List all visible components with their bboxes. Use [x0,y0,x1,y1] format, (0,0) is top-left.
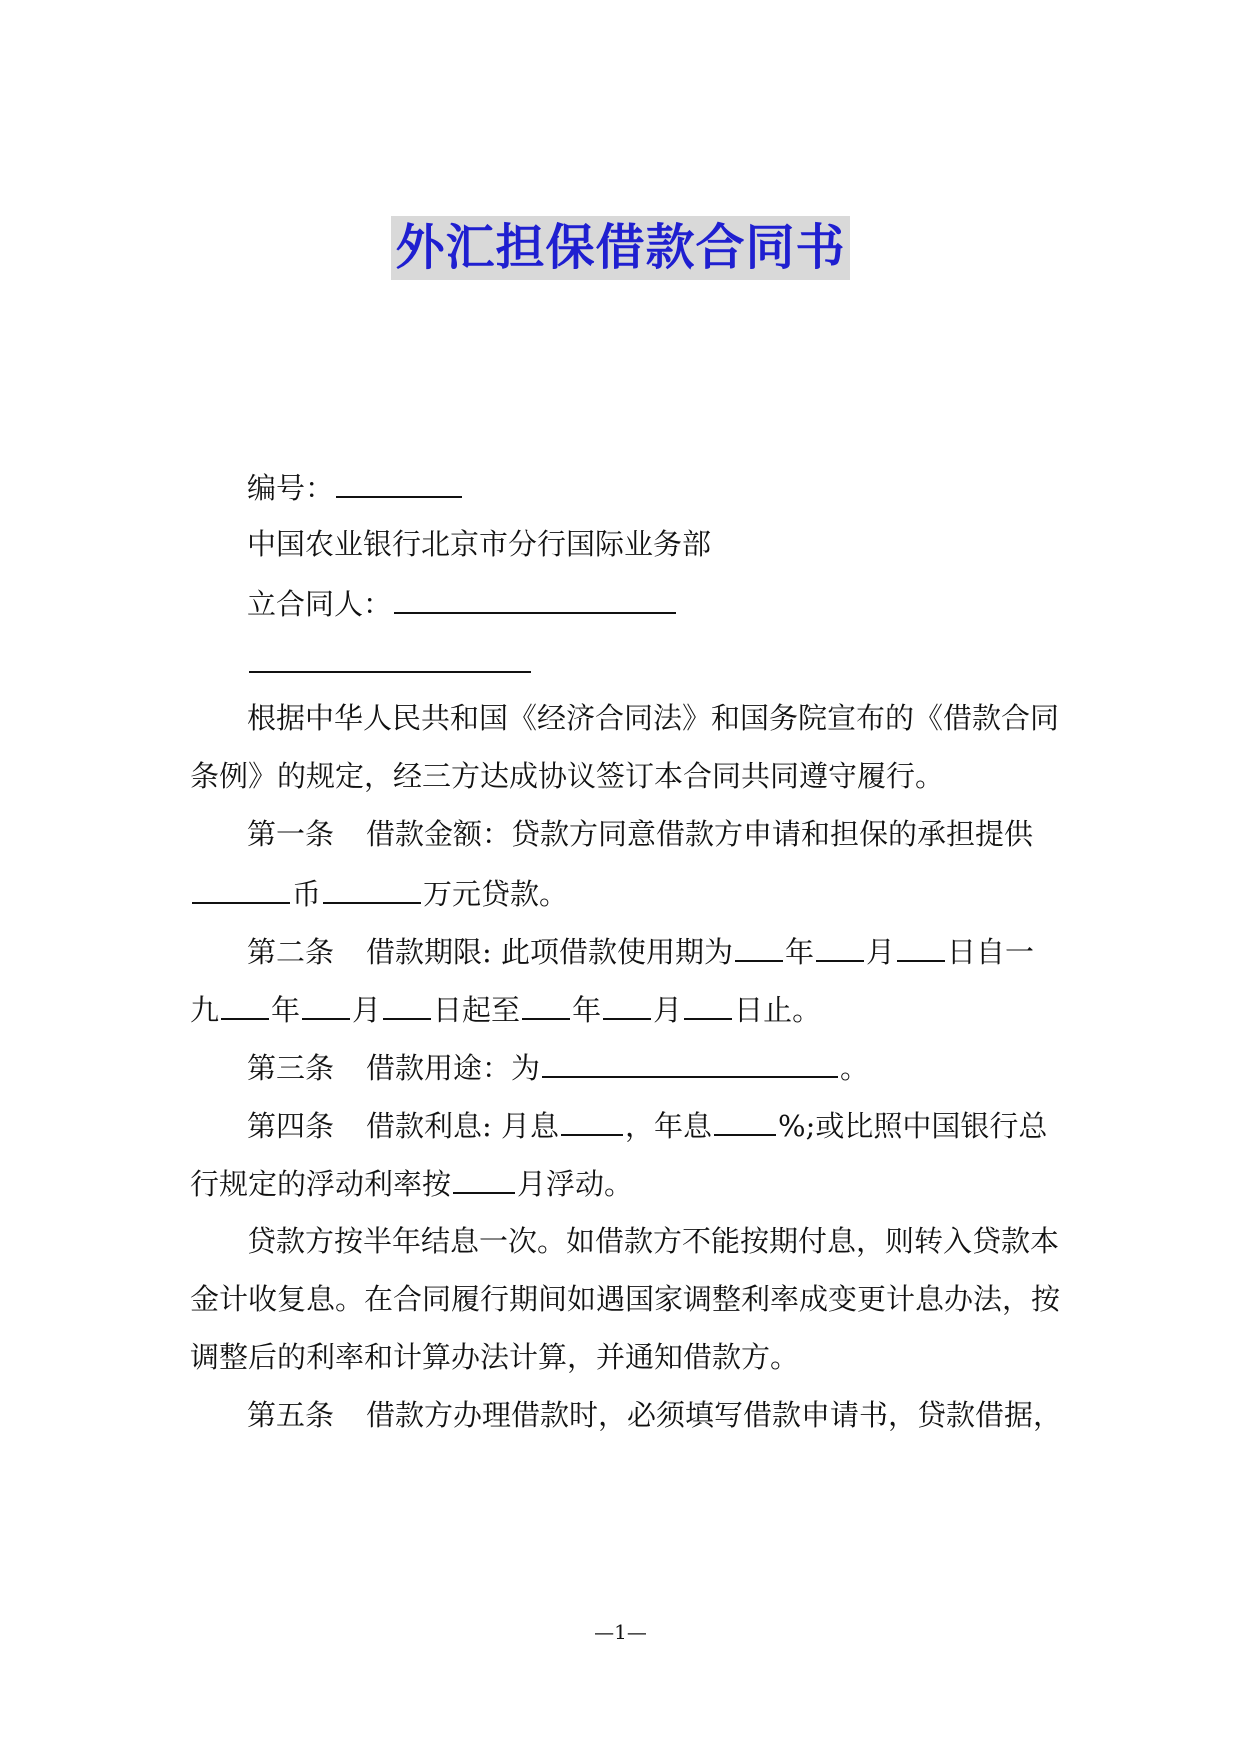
bank-name: 中国农业银行北京市分行国际业务部 [247,527,712,561]
article-1-text: 借款金额：贷款方同意借款方申请和担保的承担提供 [366,817,1034,851]
page-number: —1— [594,1620,647,1644]
preamble-line-1: 根据中华人民共和国《经济合同法》和国务院宣布的《借款合同 [247,701,1060,735]
article-3-line: 第三条 借款用途：为 。 [247,1046,869,1086]
article-4-heading: 第四条 [247,1109,335,1143]
article-1-heading: 第一条 [247,817,335,851]
number-blank [336,466,462,498]
article-4-line-1: 第四条 借款利息: 月息 ，年息 %;或比照中国银行总 [247,1104,1047,1144]
article-5-line-1: 第五条 借款方办理借款时，必须填写借款申请书，贷款借据， [247,1398,1063,1432]
article-1-line-2: 币 万元贷款。 [190,872,568,912]
party-blank-1 [394,582,676,614]
article-5-heading: 第五条 [247,1398,335,1432]
party-label: 立合同人： [247,587,393,621]
preamble-line-2: 条例》的规定，经三方达成协议签订本合同共同遵守履行。 [190,759,945,793]
article-2-line-1: 第二条 借款期限: 此项借款使用期为 年 月 日自一 [247,930,1034,970]
interest-paragraph-line-1: 贷款方按半年结息一次。如借款方不能按期付息，则转入贷款本 [247,1224,1060,1258]
party-blank-2 [249,641,531,673]
party-line [247,582,678,622]
document-title: 外汇担保借款合同书 [391,216,849,280]
party-line-2 [247,641,533,681]
number-label: 编号： [247,471,335,505]
article-2-heading: 第二条 [247,935,335,969]
interest-paragraph-line-3: 调整后的利率和计算办法计算，并通知借款方。 [190,1340,800,1374]
number-line [247,466,464,506]
article-1-line-1 [247,814,1033,854]
article-3-heading: 第三条 [247,1051,335,1085]
article-2-line-2: 九 年 月 日起至 年 月 日止。 [190,988,821,1028]
article-4-line-2: 行规定的浮动利率按 月浮动。 [190,1162,633,1202]
interest-paragraph-line-2: 金计收复息。在合同履行期间如遇国家调整利率成变更计息办法，按 [190,1282,1061,1316]
